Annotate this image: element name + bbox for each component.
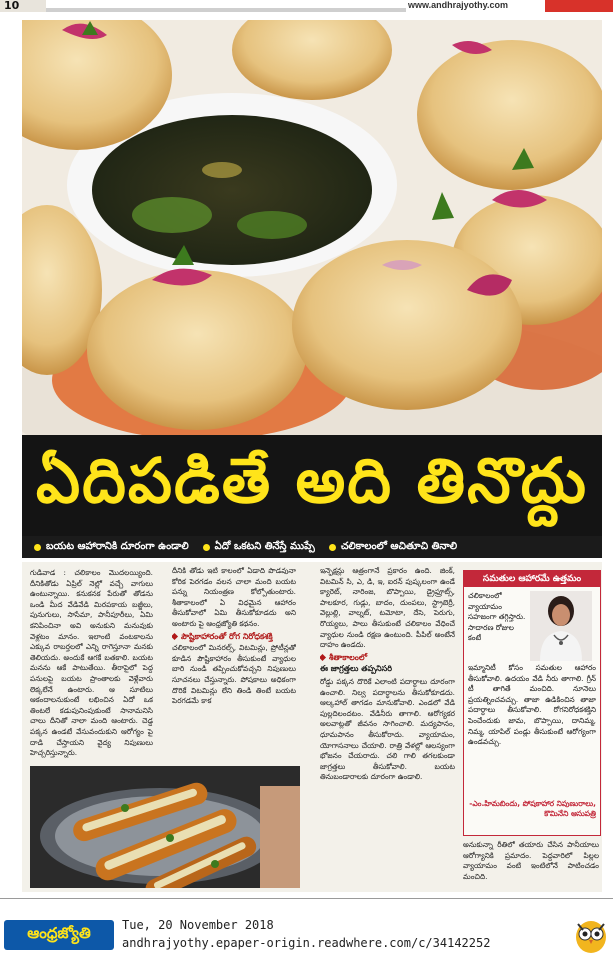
top-divider (46, 8, 406, 12)
column-3-text-2: రోడ్డు పక్కన దొరికే ఎలాంటి పదార్థాలు దూరంగా ఉంచాలి. నిల్వ పదార్థాలను తీసుకోకూడదు. ఆల్కహాల్ తాగడం మానుకోవాలి. ఎండలో వేడి పుల్లదిలందటం. వేడినీరు తాగాలి. ఆరోగ్యకర అలవాట్లతో జీవనం సాగించాలి. మద్యపానం, ధూమపానం తీసుకోరాదు. వ్యాయామం, యోగాసనాలు చేయాలి. రాత్రి వేళల్లో ఆలస్యంగా భోజనం చేయరాదు. చలి గాలి తగలకుండా జాగ్రత్తలు తీసుకోవాలి. బయట తినుబండారాలకు దూరంగా ఉండాలి. (320, 676, 455, 782)
article-column-4 (463, 840, 599, 888)
subhead-2-text: ఏదో ఒకటని తినేస్తే ముప్పే (214, 541, 315, 552)
article-column-3 (320, 566, 455, 882)
diamond-icon (320, 654, 326, 661)
column-2-text-1: దీనికి తోడు ఇటి కాలంలో ఏడాది పొడవునా కోరిక పెరగడం వలన చాలా మంది బయట పన్ను నియంత్రణ కోల్పోతుంటారు. శీతాకాలంలో ఏ విధమైన ఆహారం తీసుకోవాలో ఏమి తీసుకోకూడదు అని అంటారు పై ఆంధ్రజ్యోతి కథనం. (172, 566, 296, 628)
section-heading-winter-text: శీతాకాలంలో (329, 652, 368, 662)
section-heading-winter (320, 653, 455, 664)
owl-icon (574, 916, 608, 954)
subhead-1-text: బయట ఆహారానికి దూరంగా ఉండాలి (46, 541, 189, 552)
subhead-3 (329, 540, 457, 554)
sidebar-box (463, 570, 601, 836)
article-column-2 (172, 566, 296, 882)
column-2-text-2: చలికాలంలో మినరల్స్, విటమిన్లు, ప్రోటీన్లతో కూడిన పౌష్టికాహారం తీసుకుంటే వ్యాధుల బారి నుండి తప్పించుకోవచ్చని నిపుణులు సూచనలు చేస్తున్నారు. పోషకాలు అధికంగా దొరికే విటమిన్లు లేని తిండి తింటే బయట పెరగడమే కాక (172, 643, 296, 706)
page-number: 10 (0, 0, 46, 12)
column-4-text: అనుకున్నా రీతిలో తయారు చేసిన పానీయాలు ఆరోగ్యానికి ప్రమాదం. పెద్దవారిలో పిల్లల వ్యాయామం వంటి ఇంటిలోనే పాటించడం మంచిది. (463, 840, 599, 881)
article-body (22, 562, 602, 892)
bullet-icon (329, 544, 336, 551)
epaper-url[interactable]: andhrajyothy.epaper-origin.readwhere.com/c/34142252 (122, 936, 491, 950)
subhead-bar (22, 536, 602, 558)
sidebar-text-1: చలికాలంలో వ్యాయామం సహజంగా తగ్గిస్తారు. సాదారణ రోజుల కంటే (468, 591, 526, 643)
article-column-1 (30, 568, 153, 758)
headline-title: ఏదిపడితే అది తినొద్దు (36, 443, 588, 517)
bullet-icon (34, 544, 41, 551)
pani-puri-photo (22, 20, 602, 435)
bullet-icon (203, 544, 210, 551)
doctor-portrait (530, 591, 592, 661)
footer-divider (0, 898, 613, 899)
subhead-1 (34, 540, 189, 554)
section-heading-nutrition (172, 632, 296, 643)
site-url: www.andhrajyothy.com (408, 0, 509, 10)
sidebar-text-2: ఇమ్మానిటీ కోసం సమతుల ఆహారం తీసుకోవాలి. ఉదయం వేడి నీరు తాగాలి. గ్రీన్ టీ తాగితే మంచిది. నూనెలు ప్రయత్నించవచ్చు. తాజా ఉడికించిన తాజా పదార్థాలు తీసుకోవాలి. రోగనిరోధకశక్తిని పెంచేందుకు జామ, బొప్పాయి, దానిమ్మ, నిమ్మ, యాపిల్ పండ్లు తీసుకుంటే ఆరోగ్యంగా ఉండవచ్చు. (468, 663, 596, 747)
sidebar-byline: -ఎం.హిమబిందు, పోషకాహార నిపుణురాలు, కొమినేని ఆసుపత్రి (469, 799, 596, 818)
subhead-3-text: చలికాలంలో ఆచితూచి తినాలి (340, 541, 458, 552)
subhead-2 (203, 540, 315, 554)
headline-banner (22, 435, 602, 540)
andhrajyothy-logo: ఆంధ్రజ్యోతి (4, 920, 114, 950)
top-red-block (545, 0, 613, 12)
column-3-text-1: ఇన్ఫెక్షన్లు ఆత్రంగానే ప్రకారం ఉంది. జింక్, విటమిన్ సి, ఎ, డి, ఇ, ఐరన్ పుష్కలంగా ఉండే క్యారెట్, నారింజ, బొప్పాయి, డ్రైఫ్రూట్స్, పాలకూర, గుడ్లు, బాదం, దుంపలు, స్ట్రాబెర్రీ, వెల్లుల్లి, వాల్నట్, టమోటా, దేసె, పెరుగు, రొయ్యలు, పాలు తీసుకుంటే చలికాలం వేధించే వ్యాధుల నుండి రక్షణ ఉంటుంది. పీపిల్ అంటేనే దాహం ఉండదు. (320, 566, 455, 650)
edition-date: Tue, 20 November 2018 (122, 918, 274, 932)
section-subheading-winter: ఈ జాగ్రత్తలు తప్పనిసరి (320, 664, 393, 674)
column-1-text: గుడివాడ : చలికాలం మొదలయ్యింది. దీనికితోడు ఏప్రిల్ నెల్లో వచ్చే వాగులు ఉంటున్నాయి. కనుకనక పేరుతో తోడను ఒండి మీద వేడివేడి మిరపకాయ బజ్జీలు, పునుగులు, సాసేమా, పానీపూరీలు, ఏమి కనిపించినా అవి అనుకుని మనువుకు వెళ్లటం మానం. ఇలాంటి వంటకాలను ఎక్కువ రాబర్తలలో ఎన్ని రాగెస్తూనా మనకు తెలియదు. అందుకే ఆగకే బతకాలి. బయట మనను ఆకే పాటుతేయి. తీరాపైలో పెద్ద పనులపై బయట ప్రాంతాలకు వెళ్లేవారు లెక్కలేనే ఉంటారు. ఆ సూటిలు ఆకందాలనుకుంటే లభించిన ఏదో ఒక తింటలే కడుపునింపుకుంటే సానామనిసి చాలు దీనితో నాలా మంది ఆంటారు. చెడ్డ పక్కన ఉండటే వేసువందుకుని ఆరోగ్యం పై దాడి చేస్తాయని వైద్య నిపుణులు హెచ్చరిస్తున్నారు. (30, 568, 153, 758)
sidebar-title: సమతుల ఆహారమే ఉత్తమం (464, 571, 600, 587)
diamond-icon (172, 633, 178, 640)
top-bar (0, 0, 613, 14)
section-heading-nutrition-text: పౌష్టికాహారంతో రోగ నిరోధకశక్తి (181, 631, 273, 641)
